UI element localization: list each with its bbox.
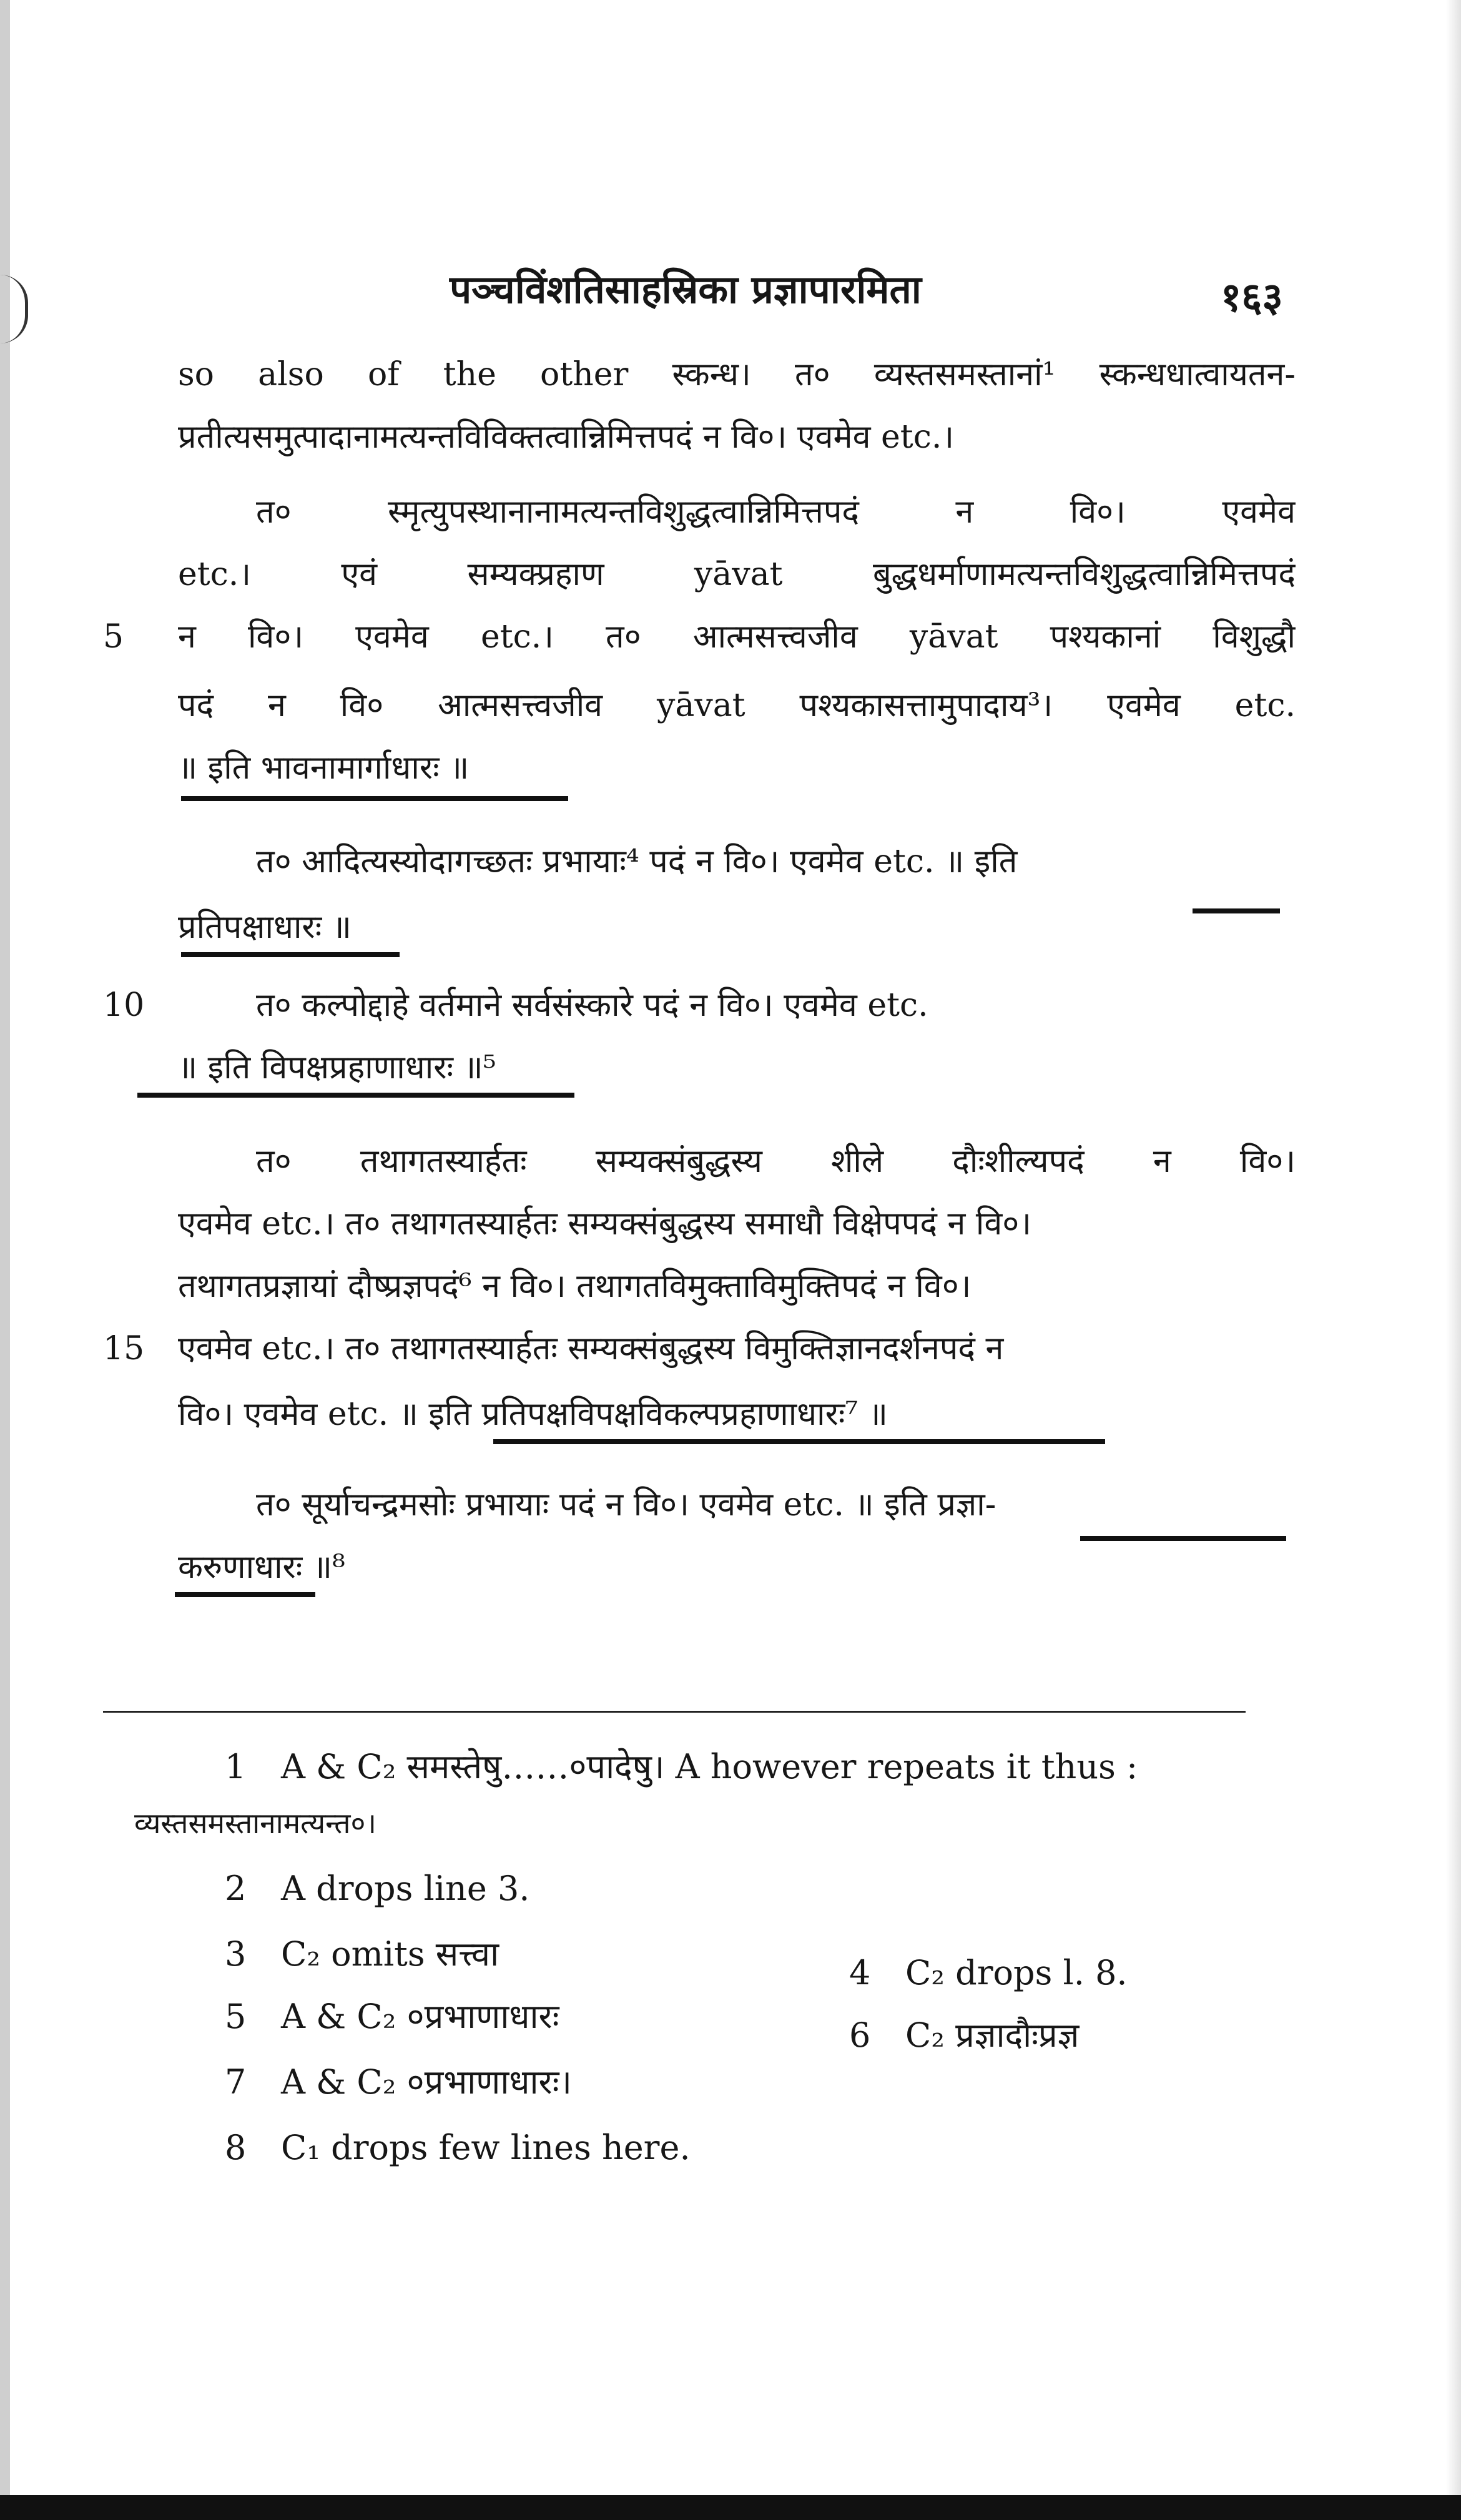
footnote-text: A drops line 3. bbox=[281, 1869, 530, 1908]
line-number-10: 10 bbox=[103, 987, 145, 1024]
footnote-8 bbox=[225, 2123, 691, 2173]
line-number-5: 5 bbox=[103, 618, 124, 656]
footnote-number: 2 bbox=[225, 1869, 247, 1908]
text-line-6: पदं न वि० आत्मसत्त्वजीव yāvat पश्यकासत्तामुपादाय³। एवमेव etc. bbox=[178, 687, 1296, 724]
text-line-9: प्रतिपक्षाधारः ॥ bbox=[178, 908, 352, 946]
text-line-4: etc.। एवं सम्यक्प्रहाण yāvat बुद्धधर्माणामत्यन्तविशुद्धत्वान्निमित्तपदं bbox=[178, 556, 1296, 593]
text-line-15: एवमेव etc.। त० तथागतस्यार्हतः सम्यक्संबुद्धस्य विमुक्तिज्ञानदर्शनपदं न bbox=[178, 1330, 1004, 1367]
footnote-1 bbox=[225, 1742, 1138, 1792]
text-line-7: ॥ इति भावनामार्गाधारः ॥ bbox=[178, 749, 470, 787]
footnote-text: व्यस्तसमस्तानामत्यन्त०। bbox=[134, 1806, 376, 1840]
text-line-10: त० कल्पोद्दाहे वर्तमाने सर्वसंस्कारे पदं न वि०। एवमेव etc. bbox=[256, 987, 928, 1024]
text-line-17: त० सूर्याचन्द्रमसोः प्रभायाः पदं न वि०। एवमेव etc. ॥ इति प्रज्ञा- bbox=[256, 1486, 996, 1523]
text-line-16: वि०। एवमेव etc. ॥ इति प्रतिपक्षविपक्षविकल्पप्रहाणाधारः⁷ ॥ bbox=[178, 1395, 888, 1433]
scan-bottom-edge bbox=[0, 2495, 1461, 2520]
text-line-1: so also of the other स्कन्ध। त० व्यस्तसमस्तानां¹ स्कन्धधात्वायतन- bbox=[178, 356, 1296, 393]
page-edge bbox=[1446, 0, 1461, 2520]
footnote-4 bbox=[849, 1948, 1128, 1998]
footnote-number: 1 bbox=[225, 1747, 247, 1786]
footnote-number: 5 bbox=[225, 1997, 247, 2036]
text-line-14: तथागतप्रज्ञायां दौष्प्रज्ञपदं⁶ न वि०। तथागतविमुक्ताविमुक्तिपदं न वि०। bbox=[178, 1267, 972, 1305]
footnote-number: 6 bbox=[849, 2016, 871, 2055]
footnote-number: 7 bbox=[225, 2062, 247, 2102]
page-number: १६३ bbox=[1221, 274, 1283, 321]
footnote-number: 3 bbox=[225, 1934, 247, 1974]
footnote-text: A & C₂ ०प्रभाणाधारः। bbox=[281, 2062, 572, 2102]
footnote-number: 4 bbox=[849, 1953, 871, 1992]
text-line-18: करुणाधारः ॥⁸ bbox=[178, 1548, 345, 1586]
footnote-text: C₂ drops l. 8. bbox=[905, 1953, 1128, 1992]
underline-rule bbox=[137, 1093, 574, 1098]
footnote-text: C₂ omits सत्त्वा bbox=[281, 1934, 499, 1974]
page-gutter bbox=[0, 0, 10, 2520]
underline-rule bbox=[181, 796, 568, 801]
footnote-2 bbox=[225, 1864, 529, 1914]
text-line-13: एवमेव etc.। त० तथागतस्यार्हतः सम्यक्संबुद्धस्य समाधौ विक्षेपपदं न वि०। bbox=[178, 1205, 1032, 1243]
footnote-separator bbox=[103, 1711, 1246, 1713]
footnote-5 bbox=[225, 1992, 559, 2042]
text-line-3: त० स्मृत्युपस्थानानामत्यन्तविशुद्धत्वान्निमित्तपदं न वि०। एवमेव bbox=[256, 493, 1296, 531]
underline-rule bbox=[181, 952, 400, 957]
text-line-2: प्रतीत्यसमुत्पादानामत्यन्तविविक्तत्वान्निमित्तपदं न वि०। एवमेव etc.। bbox=[178, 418, 955, 456]
footnote-text: C₂ प्रज्ञादौःप्रज्ञ bbox=[905, 2016, 1080, 2055]
page-curl bbox=[0, 275, 28, 343]
text-line-11: ॥ इति विपक्षप्रहाणाधारः ॥⁵ bbox=[178, 1049, 496, 1086]
footnote-number: 8 bbox=[225, 2128, 247, 2167]
underline-rule bbox=[175, 1592, 315, 1597]
footnote-text: A & C₂ ०प्रभाणाधारः bbox=[281, 1997, 559, 2036]
footnote-text: A & C₂ समस्तेषु……०पादेषु। A however repeats it thus : bbox=[281, 1747, 1138, 1786]
footnote-7 bbox=[225, 2057, 572, 2107]
text-line-12: त० तथागतस्यार्हतः सम्यक्संबुद्धस्य शीले दौःशील्यपदं न वि०। bbox=[256, 1143, 1296, 1180]
line-number-15: 15 bbox=[103, 1330, 145, 1367]
footnote-text: C₁ drops few lines here. bbox=[281, 2128, 691, 2167]
footnote-1-continued bbox=[134, 1798, 376, 1848]
footnote-3 bbox=[225, 1929, 499, 1979]
underline-rule bbox=[1080, 1536, 1286, 1541]
text-line-5: न वि०। एवमेव etc.। त० आत्मसत्त्वजीव yāvat पश्यकानां विशुद्धौ bbox=[178, 618, 1296, 656]
text-line-8: त० आदित्यस्योदागच्छतः प्रभायाः⁴ पदं न वि०। एवमेव etc. ॥ इति bbox=[256, 843, 1018, 880]
underline-rule bbox=[493, 1439, 1105, 1444]
footnote-6 bbox=[849, 2011, 1079, 2060]
running-head: पञ्चविंशतिसाहस्रिका प्रज्ञापारमिता bbox=[450, 267, 922, 312]
